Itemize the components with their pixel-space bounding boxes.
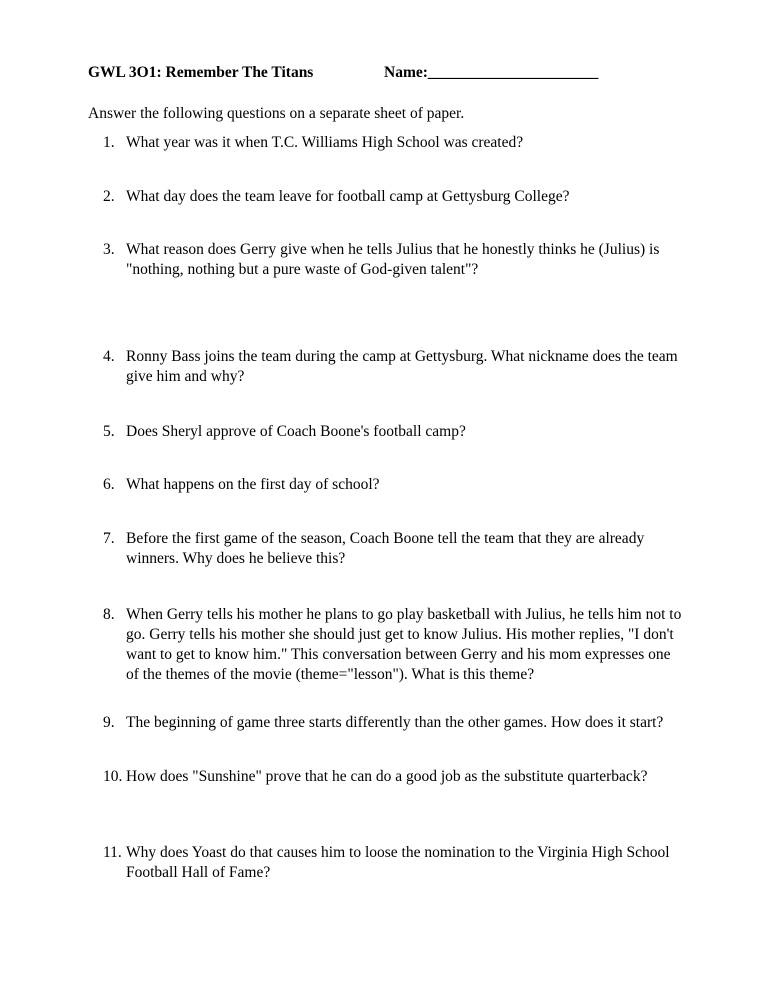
question-number: 11.	[103, 844, 122, 861]
question-3	[103, 240, 683, 280]
question-text: What happens on the first day of school?	[126, 476, 380, 493]
worksheet-title: GWL 3O1: Remember The Titans	[88, 64, 314, 81]
question-11	[103, 843, 683, 883]
question-text: What day does the team leave for football camp at Gettysburg College?	[126, 188, 570, 205]
question-number: 8.	[103, 606, 115, 623]
question-7	[103, 529, 683, 569]
question-number: 9.	[103, 714, 115, 731]
question-text: Before the first game of the season, Coach Boone tell the team that they are already winners. Why does he believe this?	[126, 530, 645, 567]
question-number: 4.	[103, 348, 115, 365]
question-10	[103, 767, 683, 787]
question-text: How does "Sunshine" prove that he can do a good job as the substitute quarterback?	[126, 768, 648, 785]
question-number: 7.	[103, 530, 115, 547]
question-text: When Gerry tells his mother he plans to go play basketball with Julius, he tells him not to go. Gerry tells his mother she should just get to know Julius. His mother replies, "I don't want to get to know him." This conversation between Gerry and his mom expresses one of the themes of the movie (theme="lesson"). What is this theme?	[126, 606, 682, 683]
question-number: 2.	[103, 188, 115, 205]
question-number: 6.	[103, 476, 115, 493]
question-1	[103, 133, 683, 153]
instructions: Answer the following questions on a separate sheet of paper.	[88, 105, 465, 122]
question-5	[103, 422, 683, 442]
question-number: 5.	[103, 423, 115, 440]
question-text: What year was it when T.C. Williams High School was created?	[126, 134, 524, 151]
question-number: 10.	[103, 768, 123, 785]
question-4	[103, 347, 683, 387]
question-6	[103, 475, 683, 495]
question-text: What reason does Gerry give when he tells Julius that he honestly thinks he (Julius) is "nothing, nothing but a pure waste of God-given talent"?	[126, 241, 660, 278]
question-text: Why does Yoast do that causes him to loose the nomination to the Virginia High School Football Hall of Fame?	[126, 844, 670, 881]
name-field: Name:______________________	[384, 64, 599, 81]
question-8	[103, 605, 683, 685]
question-2	[103, 187, 683, 207]
question-number: 3.	[103, 241, 115, 258]
question-9	[103, 713, 683, 733]
question-text: The beginning of game three starts differently than the other games. How does it start?	[126, 714, 664, 731]
question-number: 1.	[103, 134, 115, 151]
question-text: Does Sheryl approve of Coach Boone's football camp?	[126, 423, 466, 440]
question-text: Ronny Bass joins the team during the camp at Gettysburg. What nickname does the team give him and why?	[126, 348, 678, 385]
